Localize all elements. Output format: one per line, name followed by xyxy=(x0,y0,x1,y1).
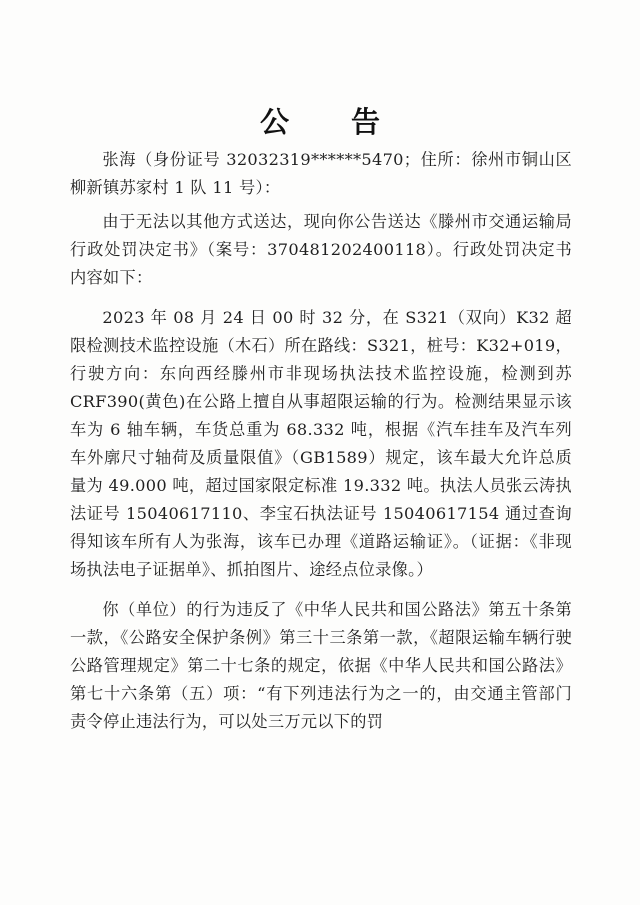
violation-facts-paragraph: 2023 年 08 月 24 日 00 时 32 分，在 S321（双向）K32 超限检测技术监控设施（木石）所在路线：S321，桩号：K32+019，行驶方向：东向西经滕州市非现场执法技术监控设施，检测到苏 CRF390(黄色)在公路上擅自从事超限运输的行为。检测结果显示该车为 6 轴车辆，车货总重为 68.332 吨，根据《汽车挂车及汽车列车外廓尺寸轴荷及质量限值》（GB1589）规定，该车最大允许总质量为 49.000 吨，超过国家限定标准 19.332 吨。执法人员张云涛执法证号 15040617110、李宝石执法证号 15040617154 通过查询得知该车所有人为张海，该车已办理《道路运输证》。（证据：《非现场执法电子证据单》、抓拍图片、途经点位录像。） xyxy=(70,308,572,579)
service-notice-paragraph: 由于无法以其他方式送达，现向你公告送达《滕州市交通运输局行政处罚决定书》（案号：370481202400118）。行政处罚决定书内容如下： xyxy=(70,212,572,287)
legal-basis-paragraph: 你（单位）的行为违反了《中华人民共和国公路法》第五十条第一款，《公路安全保护条例》第三十三条第一款，《超限运输车辆行驶公路管理规定》第二十七条的规定，依据《中华人民共和国公路法》第七十六条第（五）项：“有下列违法行为之一的，由交通主管部门责令停止违法行为，可以处三万元以下的罚 xyxy=(70,600,572,731)
addressee-paragraph: 张海（身份证号 32032319******5470；住所：徐州市铜山区柳新镇苏家村 1 队 11 号）： xyxy=(70,150,572,197)
document-title: 公 告 xyxy=(259,105,407,139)
document-body xyxy=(70,146,572,748)
